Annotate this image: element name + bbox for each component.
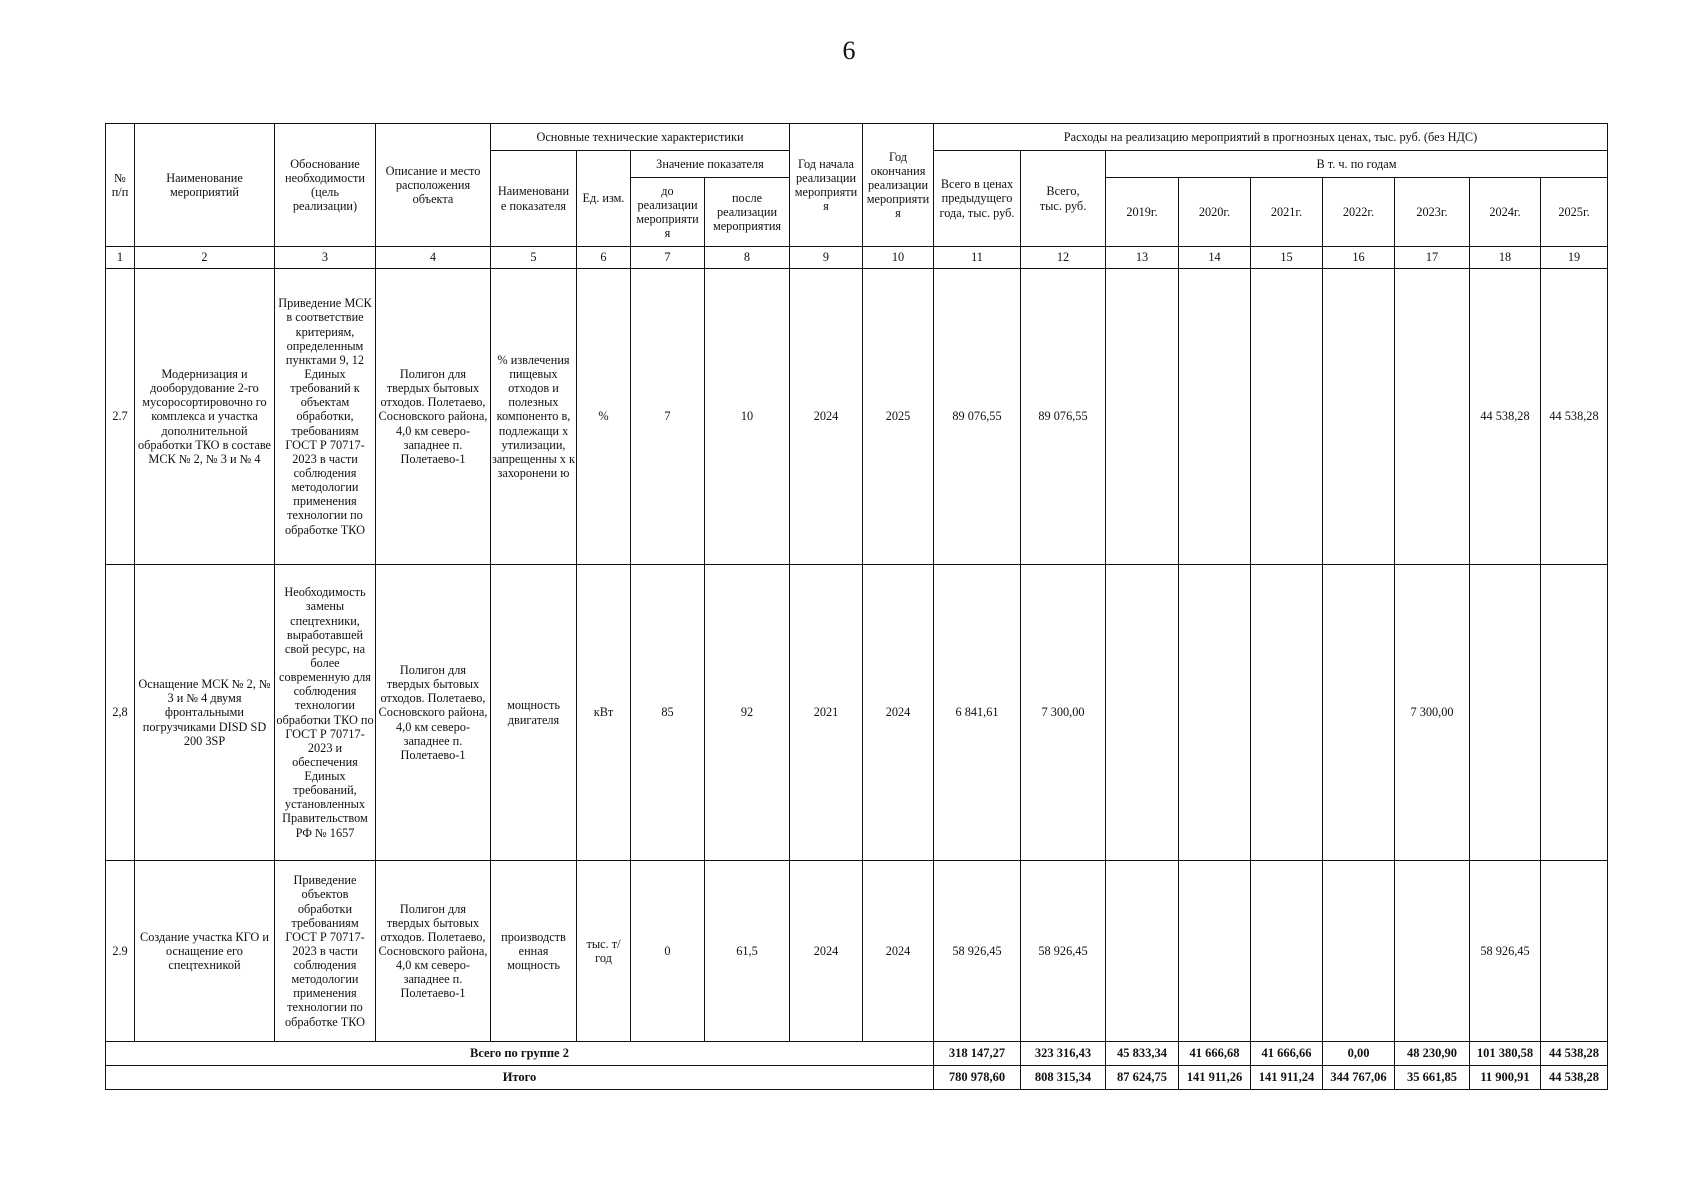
row-year-end: 2025 (863, 269, 934, 565)
row-unit: тыс. т/ год (577, 861, 631, 1042)
column-number: 18 (1470, 247, 1541, 269)
row-year-value (1323, 861, 1395, 1042)
row-indicator: мощность двигателя (491, 565, 577, 861)
header-year-2023: 2023г. (1395, 178, 1470, 247)
grand-total-year: 87 624,75 (1106, 1066, 1179, 1090)
group-total-prev-prices: 318 147,27 (934, 1042, 1021, 1066)
column-number: 5 (491, 247, 577, 269)
header-year-2021: 2021г. (1251, 178, 1323, 247)
column-number: 7 (631, 247, 705, 269)
grand-total-row (106, 1066, 1608, 1090)
row-indicator: производств енная мощность (491, 861, 577, 1042)
column-number: 16 (1323, 247, 1395, 269)
group-total-total: 323 316,43 (1021, 1042, 1106, 1066)
row-year-value: 58 926,45 (1470, 861, 1541, 1042)
row-before: 7 (631, 269, 705, 565)
column-number: 14 (1179, 247, 1251, 269)
row-year-value (1251, 269, 1323, 565)
row-name: Создание участка КГО и оснащение его спецтехникой (135, 861, 275, 1042)
header-name: Наименование мероприятий (135, 124, 275, 247)
header-year-2024: 2024г. (1470, 178, 1541, 247)
row-year-value (1179, 861, 1251, 1042)
row-year-start: 2024 (790, 269, 863, 565)
row-total: 7 300,00 (1021, 565, 1106, 861)
header-tech-group: Основные технические характеристики (491, 124, 790, 151)
header-year-2022: 2022г. (1323, 178, 1395, 247)
row-year-value (1541, 565, 1608, 861)
header-year-2020: 2020г. (1179, 178, 1251, 247)
row-before: 0 (631, 861, 705, 1042)
row-prev-prices: 6 841,61 (934, 565, 1021, 861)
group-total-year: 41 666,68 (1179, 1042, 1251, 1066)
row-prev-prices: 89 076,55 (934, 269, 1021, 565)
row-after: 92 (705, 565, 790, 861)
column-number: 17 (1395, 247, 1470, 269)
header-year-end: Год окончания реализации мероприяти я (863, 124, 934, 247)
column-number: 10 (863, 247, 934, 269)
row-num: 2.7 (106, 269, 135, 565)
row-year-start: 2024 (790, 861, 863, 1042)
row-year-value (1106, 269, 1179, 565)
column-number: 1 (106, 247, 135, 269)
row-total: 58 926,45 (1021, 861, 1106, 1042)
header-indicator-name: Наименовани е показателя (491, 151, 577, 247)
grand-total-label: Итого (106, 1066, 934, 1090)
column-number: 3 (275, 247, 376, 269)
group-total-row (106, 1042, 1608, 1066)
row-year-value (1395, 269, 1470, 565)
header-after: после реализации мероприятия (705, 178, 790, 247)
header-before: до реализации мероприяти я (631, 178, 705, 247)
header-by-years: В т. ч. по годам (1106, 151, 1608, 178)
row-num: 2,8 (106, 565, 135, 861)
row-year-value (1395, 861, 1470, 1042)
row-num: 2.9 (106, 861, 135, 1042)
row-year-value (1323, 269, 1395, 565)
header-unit: Ед. изм. (577, 151, 631, 247)
row-year-value: 44 538,28 (1541, 269, 1608, 565)
row-description: Полигон для твердых бытовых отходов. Полетаево, Сосновского района, 4,0 км северо-западнее п. Полетаево-1 (376, 861, 491, 1042)
row-year-end: 2024 (863, 565, 934, 861)
column-number: 2 (135, 247, 275, 269)
row-year-start: 2021 (790, 565, 863, 861)
column-number: 12 (1021, 247, 1106, 269)
grand-total-prev-prices: 780 978,60 (934, 1066, 1021, 1090)
grand-total-year: 44 538,28 (1541, 1066, 1608, 1090)
row-year-value (1106, 861, 1179, 1042)
table-row (106, 565, 1608, 861)
group-total-year: 0,00 (1323, 1042, 1395, 1066)
row-after: 61,5 (705, 861, 790, 1042)
group-total-year: 45 833,34 (1106, 1042, 1179, 1066)
page-number: 6 (842, 36, 856, 65)
row-before: 85 (631, 565, 705, 861)
header-description: Описание и место расположения объекта (376, 124, 491, 247)
group-total-year: 48 230,90 (1395, 1042, 1470, 1066)
table-row (106, 269, 1608, 565)
header-costs-group: Расходы на реализацию мероприятий в прогнозных ценах, тыс. руб. (без НДС) (934, 124, 1608, 151)
column-number: 8 (705, 247, 790, 269)
row-year-value (1179, 269, 1251, 565)
row-justification: Приведение МСК в соответствие критериям, определенным пунктами 9, 12 Единых требований к объектам обработки, требованиям ГОСТ Р 70717-2023 в части соблюдения методологии применения технологии по обработке ТКО (275, 269, 376, 565)
column-number: 11 (934, 247, 1021, 269)
investment-measures-table (105, 123, 1608, 1090)
row-year-value (1470, 565, 1541, 861)
group-total-year: 101 380,58 (1470, 1042, 1541, 1066)
grand-total-year: 344 767,06 (1323, 1066, 1395, 1090)
column-number: 6 (577, 247, 631, 269)
column-number: 19 (1541, 247, 1608, 269)
column-number: 9 (790, 247, 863, 269)
group-total-label: Всего по группе 2 (106, 1042, 934, 1066)
row-name: Модернизация и дооборудование 2-го мусоросортировочно го комплекса и участка дополнительной обработки ТКО в составе МСК № 2, № 3 и № 4 (135, 269, 275, 565)
grand-total-year: 141 911,26 (1179, 1066, 1251, 1090)
column-number: 4 (376, 247, 491, 269)
row-year-value: 7 300,00 (1395, 565, 1470, 861)
header-year-2019: 2019г. (1106, 178, 1179, 247)
row-unit: % (577, 269, 631, 565)
header-year-2025: 2025г. (1541, 178, 1608, 247)
row-name: Оснащение МСК № 2, № 3 и № 4 двумя фронтальными погрузчиками DISD SD 200 3SP (135, 565, 275, 861)
header-value-group: Значение показателя (631, 151, 790, 178)
header-justification: Обоснование необходимости (цель реализации) (275, 124, 376, 247)
row-year-value: 44 538,28 (1470, 269, 1541, 565)
grand-total-year: 141 911,24 (1251, 1066, 1323, 1090)
row-year-end: 2024 (863, 861, 934, 1042)
row-year-value (1251, 861, 1323, 1042)
header-prev-prices: Всего в ценах предыдущего года, тыс. руб. (934, 151, 1021, 247)
grand-total-year: 35 661,85 (1395, 1066, 1470, 1090)
header-num: № п/п (106, 124, 135, 247)
row-description: Полигон для твердых бытовых отходов. Полетаево, Сосновского района, 4,0 км северо-западнее п. Полетаево-1 (376, 269, 491, 565)
header-total: Всего, тыс. руб. (1021, 151, 1106, 247)
row-justification: Необходимость замены спецтехники, выработавшей свой ресурс, на более современную для соблюдения технологии обработки ТКО по ГОСТ Р 70717-2023 и обеспечения Единых требований, установленных Правительством РФ № 1657 (275, 565, 376, 861)
row-prev-prices: 58 926,45 (934, 861, 1021, 1042)
row-indicator: % извлечения пищевых отходов и полезных компоненто в, подлежащи х утилизации, запрещенны х к захоронени ю (491, 269, 577, 565)
table-row (106, 861, 1608, 1042)
row-year-value (1106, 565, 1179, 861)
row-year-value (1179, 565, 1251, 861)
group-total-year: 41 666,66 (1251, 1042, 1323, 1066)
column-number: 15 (1251, 247, 1323, 269)
grand-total-total: 808 315,34 (1021, 1066, 1106, 1090)
grand-total-year: 11 900,91 (1470, 1066, 1541, 1090)
row-description: Полигон для твердых бытовых отходов. Полетаево, Сосновского района, 4,0 км северо-западнее п. Полетаево-1 (376, 565, 491, 861)
column-number: 13 (1106, 247, 1179, 269)
header-year-start: Год начала реализации мероприяти я (790, 124, 863, 247)
row-justification: Приведение объектов обработки требованиям ГОСТ Р 70717-2023 в части соблюдения методологии применения технологии по обработке ТКО (275, 861, 376, 1042)
group-total-year: 44 538,28 (1541, 1042, 1608, 1066)
row-unit: кВт (577, 565, 631, 861)
row-after: 10 (705, 269, 790, 565)
row-year-value (1251, 565, 1323, 861)
row-total: 89 076,55 (1021, 269, 1106, 565)
row-year-value (1541, 861, 1608, 1042)
row-year-value (1323, 565, 1395, 861)
